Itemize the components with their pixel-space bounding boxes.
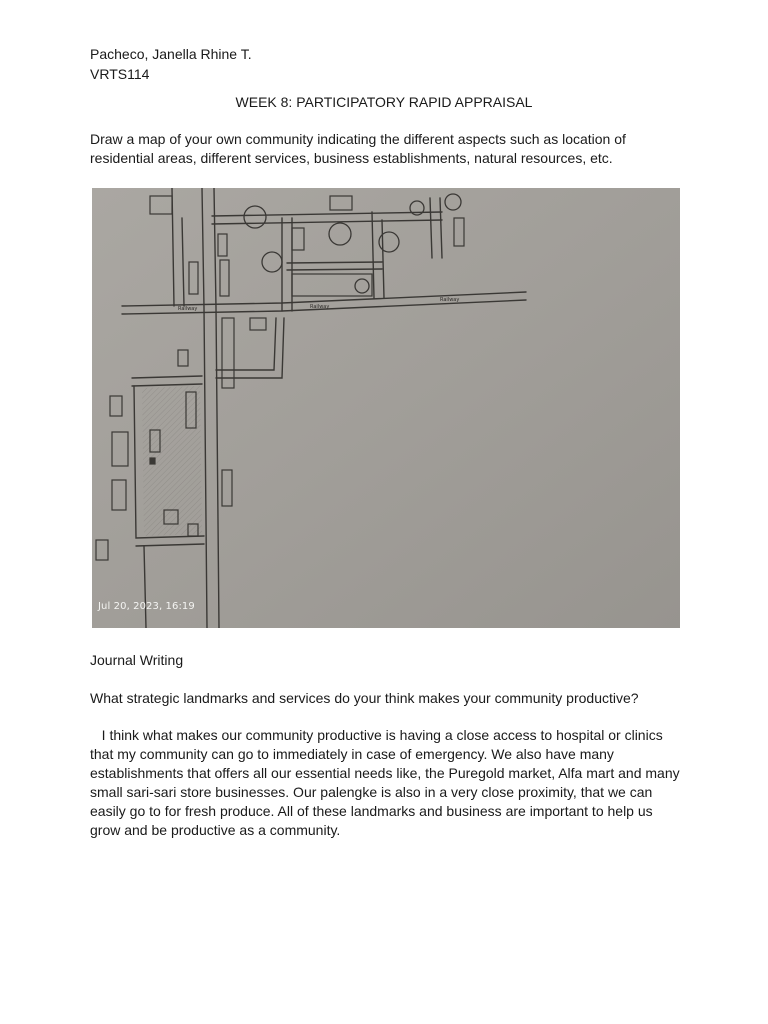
page-title: WEEK 8: PARTICIPATORY RAPID APPRAISAL <box>235 94 533 110</box>
map-label-railway-left: Railway <box>178 306 198 312</box>
community-map-photo <box>92 188 680 628</box>
journal-answer: I think what makes our community productive is having a close access to hospital or clinics that my community can go to immediately in case of emergency. We also have many establishments that offers all our essential needs like, the Puregold market, Alfa mart and many small sari-sari store businesses. Our palengke is also in a very close proximity, that we can easily go to for fresh produce. All of these landmarks and business are important to help us grow and be productive as a community. <box>90 727 684 838</box>
journal-heading: Journal Writing <box>90 652 184 668</box>
photo-timestamp: Jul 20, 2023, 16:19 <box>98 601 195 612</box>
course-code: VRTS114 <box>90 66 150 82</box>
student-name: Pacheco, Janella Rhine T. <box>90 46 252 62</box>
journal-question: What strategic landmarks and services do your think makes your community productive? <box>90 690 639 706</box>
map-label-railway-right: Railway <box>440 297 460 303</box>
instructions-text: Draw a map of your own community indicating the different aspects such as location of residential areas, different services, business establishments, natural resources, etc. <box>90 131 626 166</box>
hand-drawn-map <box>92 188 680 628</box>
map-label-railway-center: Railway <box>310 304 330 310</box>
